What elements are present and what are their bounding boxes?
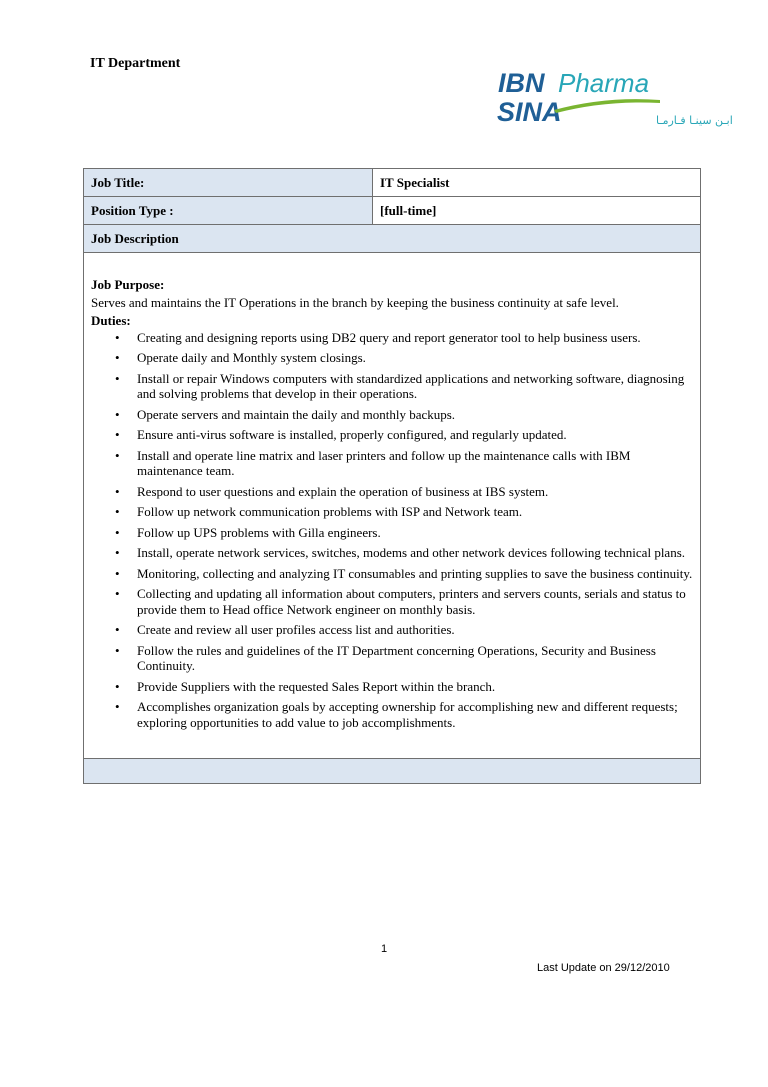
position-type-label: Position Type : <box>84 197 373 225</box>
duty-item: • Follow up UPS problems with Gilla engineers. <box>91 525 693 541</box>
job-description-table <box>83 168 701 784</box>
duty-item: • Install or repair Windows computers with standardized applications and networking software, diagnosing and solving problems that develop in their operations. <box>91 371 693 402</box>
duty-item: • Monitoring, collecting and analyzing IT consumables and printing supplies to save the business continuity. <box>91 566 693 582</box>
duty-item: • Creating and designing reports using DB2 query and report generator tool to help business users. <box>91 330 693 346</box>
job-purpose-text: Serves and maintains the IT Operations in the branch by keeping the business continuity at safe level. <box>91 294 619 310</box>
duty-item: • Install, operate network services, switches, modems and other network devices following technical plans. <box>91 545 693 561</box>
duty-item: • Accomplishes organization goals by accepting ownership for accomplishing new and different requests; exploring opportunities to add value to job accomplishments. <box>91 699 693 730</box>
duty-item: • Ensure anti-virus software is installed, properly configured, and regularly updated. <box>91 427 693 443</box>
table-footer-band <box>84 759 701 784</box>
duties-heading: Duties: <box>91 312 131 328</box>
job-description-row <box>84 225 701 253</box>
duty-item: • Provide Suppliers with the requested Sales Report within the branch. <box>91 679 693 695</box>
last-update: Last Update on 29/12/2010 <box>537 962 670 974</box>
duty-item: • Follow up network communication problems with ISP and Network team. <box>91 504 693 520</box>
duty-item: • Install and operate line matrix and laser printers and follow up the maintenance calls with IBM maintenance team. <box>91 448 693 479</box>
logo-arabic-text: ابـن سينـا فـارمـا <box>656 114 733 127</box>
job-title-label: Job Title: <box>84 169 373 197</box>
logo-sina-text: SINA <box>497 97 562 127</box>
ibn-sina-pharma-logo <box>496 66 733 128</box>
duty-item: • Follow the rules and guidelines of the IT Department concerning Operations, Security and Business Continuity. <box>91 643 693 674</box>
job-title-value: IT Specialist <box>373 169 701 197</box>
description-body-row <box>84 253 701 759</box>
position-type-value: [full-time] <box>373 197 701 225</box>
duty-item: • Collecting and updating all information about computers, printers and servers counts, serials and status to provide them to Head office Network engineer on monthly basis. <box>91 586 693 617</box>
job-purpose-heading: Job Purpose: <box>91 276 165 292</box>
logo-pharma-text: Pharma <box>558 68 650 98</box>
footer-band-row <box>84 759 701 784</box>
duty-item: • Create and review all user profiles access list and authorities. <box>91 622 693 638</box>
page-number: 1 <box>381 943 388 955</box>
duty-item: • Respond to user questions and explain the operation of business at IBS system. <box>91 484 693 500</box>
job-title-row <box>84 169 701 197</box>
duty-item: • Operate servers and maintain the daily and monthly backups. <box>91 407 693 423</box>
duties-list <box>91 330 693 731</box>
duty-item: • Operate daily and Monthly system closings. <box>91 350 693 366</box>
position-type-row <box>84 197 701 225</box>
job-description-label: Job Description <box>84 225 701 253</box>
logo-swoosh-icon <box>554 99 660 113</box>
logo-ibn-text: IBN <box>498 68 545 98</box>
description-body <box>84 253 701 759</box>
department-header: IT Department <box>90 56 181 71</box>
